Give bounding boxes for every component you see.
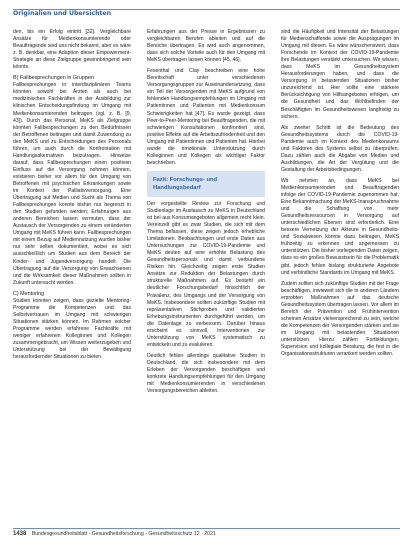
paragraph: sind die Häufigkeit und Intensität der Belastungen für Medienschaffende sowie die Ausprägungen im Umgang mit diesen. Es wäre wünschenswert, dass Forschende im Kontext der COVID-19-Pandemie ihre Belastungen verstärkt untersuchen. Wir wissen, dass MeKS im Gesundheitssystem Herausforderungen haben, und dass die Versorgung in belastenden Situationen bisher unzureichend ist. Hier sollte eine stärkere Berücksichtigung von Hilfsangeboten erfolgen, um die Gesundheit und das Wohlbefinden der Beschäftigten im Gesundheitswesen langfristig zu sichern.: [281, 29, 399, 120]
section-label: Originalien und Übersichten: [13, 10, 112, 17]
subheading-b: B) Fallbesprechungen in Gruppen: [13, 75, 94, 82]
page-footer: [13, 528, 400, 541]
fazit-box: Fazit: Forschungs- und Handlungsbedarf: [147, 171, 265, 197]
paragraph: Zudem sollten sich zukünftige Studien mit der Frage beschäftigen, inwieweit sich die in anderen Ländern erprobten Maßnahmen auf das deutsche Gesundheitssystem übertragen lassen. Vor allem im Bereich der Prävention und Frühintervention scheinen Ansätze vielversprechend zu sein, welche die Kompetenzen der Versorgenden stärken und sie im Umgang mit belastenden Situationen unterstützen. Hierzu zählen Fortbildungen, Supervision und kollegiale Beratung, die fest in die Organisationsstrukturen verankert werden sollten.: [281, 280, 399, 358]
column-3: [281, 29, 399, 358]
paragraph: den, bis ein Erfolg eintritt [32]. Vergleichbare Ansätze für Medienkonsumierende oder Beauftragende sind uns nicht bekannt, aber es wäre z. B. denkbar, eine Adaption dieser Empowerment-Strategie an diese Zielgruppe gewinnbringend sein könnte.: [13, 29, 131, 71]
column-1: [13, 29, 131, 361]
paragraph: Der vorgestellte Review zur Forschung und Studienlage im Austausch zu MeKS in Deutschland ist bei aus Konsumangeboten allgemein recht klein. Vereinzelt gibt es zwar Studien, die sich mit dem Thema befassen, diese zeigen jedoch erhebliche Limitationen. Beobachtungen und erste Daten aus Untersuchungen zur COVID-19-Pandemie und MeKS deuten auf eine erhöhte Belastung des Gesundheitspersonals und damit verbundene Risiken hin. Gleichzeitig zeigen erste Studien Ansätze zur Reduktion der Belastungen durch strukturelle Maßnahmen auf. Es besteht ein deutlicher Forschungsbedarf hinsichtlich der Prävalenz, des Umgangs und der Versorgung von MeKS. Insbesondere sollten zukünftige Studien mit repräsentativen Stichproben und validierten Erhebungsinstrumenten durchgeführt werden, um die Datenlage zu verbessern. Darüber hinaus erscheint es sinnvoll, Interventionen zur Unterstützung von MeKS systematisch zu entwickeln und zu evaluieren.: [147, 200, 265, 348]
paragraph: Fallbesprechungen in interdisziplinären Teams könnten sowohl bei Ärzten als auch bei medizinischen Fachkräften in der Ausbildung zur klinischen Entscheidungsfindung im Umgang mit Medienkonsumierenden beitragen (vgl. z. B. [9, 43]). Durch das Personal, MeKS als Zielgruppe könnten Fallbesprechungen zu den Bedürfnissen der Betroffenen beitragen und damit Zuwendung zu den MeKS und zu Entscheidungen des Personals führen, um auch durch die Konfrontation mit Handlungsalternativen beizutragen. Hinweise darauf, dass Fallbesprechungen einen positiven Einfluss auf die Versorgung nehmen können, existieren bisher vor allem für den Umgang von Betroffenen mit psychischen Erkrankungen sowie im Kontext der Palliativversorgung. Eine Übertragung auf Medien und Sucht als Thema von Fallbesprechungen konnte bisher nur begrenzt in den Studien gefunden werden; Erfahrungen aus anderen Bereichen lassen vermuten, dass der Austausch der Versorgenden zu einem veränderten Umgang mit MeKS führen kann. Fallbesprechungen mit einem Bezug auf Mediennutzung wurden bisher nur sehr selten dokumentiert, wobei es sich ausschließlich um Studien aus dem Bereich der Kinder- und Jugendversorgung handelt. Die Übertragung auf die Versorgung von Erwachsenen und die Wirksamkeit dieser Maßnahmen sollten in Zukunft untersucht werden.: [13, 82, 131, 286]
subheading-c: C) Mentoring: [13, 290, 45, 297]
paragraph: Als zweiter Schritt ist die Bedeutung des Gesundheitssystems durch die COVID-19-Pandemie auch im Kontext des Medienkonsums und Faktoren des Systems selbst zu überprüfen. Dazu zählen auch die Abgabe von Medien und Ausbildungen, die Art der Vergütung und die Gestaltung der Arbeitsbedingungen.: [281, 124, 399, 173]
paragraph: Erfahrungen aus der Presse in Ergebnissen zu vergleichbaren Berufen ableiten und auf die Bereiche übertragen. Es wird auch angenommen, dass sich solche Vorteile auch für den Umgang mit MeKS übertragen lassen können [45, 46].: [147, 29, 265, 64]
journal-citation: Bundesgesundheitsblatt - Gesundheitsforschung - Gesundheitsschutz 12 · 2021: [31, 531, 216, 537]
paragraph: Deutlich fehlen allerdings qualitative Studien in Deutschland, die sich insbesondere mit dem Erleben der Versorgenden beschäftigen und konkrete Handlungsempfehlungen für den Umgang mit Medienkonsumierenden in verschiedenen Versorgungsbereichen ableiten.: [147, 352, 265, 395]
paragraph: Wir nehmen an, dass MeKS bei Medienkonsumierenden und Beauftragenden infolge der COVID-19-Pandemie zugenommen hat. Eine Bekanntmachung der MeKS-Inanspruchnahme und die Schaffung von mehr Gesundheitsressourcen in Versorgung auf unterschiedlichen Ebenen sind erforderlich. Eine bessere Vernetzung der Akteure in Gesundheits- und Sozialwesen könnte dazu beitragen, MeKS frühzeitig zu erkennen und angemessen zu unterstützen. Die bisher vorliegenden Daten zeigen, dass es ein großes Bewusstsein für die Problematik gibt, jedoch fehlen bislang strukturierte Angebote und verbindliche Standards im Umgang mit MeKS.: [281, 177, 399, 276]
paragraph: Fesenthal und Clay beschreiben eine hohe Bereitschaft unter verschiedenen Versorgungsgruppen zur Auseinandersetzung, dass ein Teil der Versorgenden mit MeKS aufgrund von fehlenden Handlungsempfehlungen im Umgang mit Patientinnen und Patienten mit Medienkonsum Schwierigkeiten hat [47]. Es wurde gezeigt, dass Peer-to-Peer-Mentoring bei Beauftragenden, die mit schwierigen Konsultationen konfrontiert sind, positive Effekte auf die Arbeitszufriedenheit und den Umgang mit Patientinnen und Patienten hat. Hierbei wurde die emotionale Unterstützung durch Kolleginnen und Kollegen als wichtiger Faktor beschrieben.: [147, 68, 265, 166]
paragraph: Studien konnten zeigen, dass gezielte Mentoring-Programme die Kompetenzen und das Selbstvertrauen im Umgang mit schwierigen Situationen stärken können. Im Rahmen solcher Programme werden erfahrene Fachkräfte mit weniger erfahrenen Kolleginnen und Kollegen zusammengebracht, um Wissen weiterzugeben und Unterstützung bei der Bewältigung herausfordernder Situationen zu bieten.: [13, 297, 131, 361]
column-2: [147, 29, 265, 395]
page-number: 1438: [13, 531, 27, 537]
